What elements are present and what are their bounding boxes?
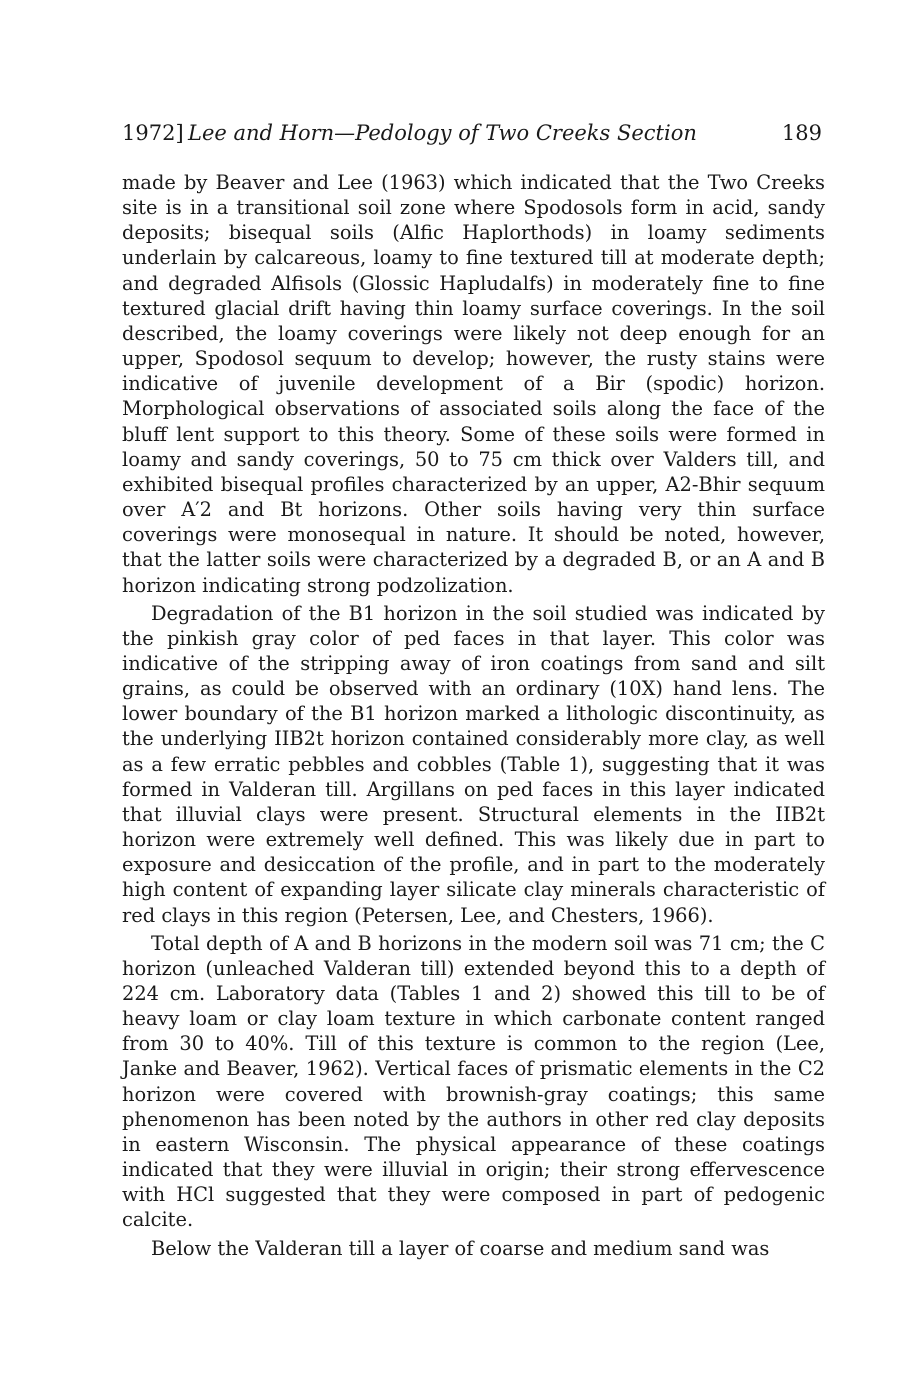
running-head-title: Lee and Horn—Pedology of Two Creeks Section [188, 121, 697, 145]
running-head [122, 118, 822, 148]
paragraph-total-depth: Total depth of A and B horizons in the modern soil was 71 cm; the C horizon (unleached Valderan till) extended beyond this to a depth of 224 cm. Laboratory data (Tables 1 and 2) showed this till to be of heavy loam or clay loam texture in which carbonate content ranged from 30 to 40%. Till of this texture is common to the region (Lee, Janke and Beaver, 1962). Vertical faces of prismatic elements in the C2 horizon were covered with brownish-gray coatings; this same phenomenon has been noted by the authors in other red clay deposits in eastern Wisconsin. The physical appearance of these coatings indicated that they were illuvial in origin; their strong effervescence with HCl suggested that they were composed in part of pedogenic calcite. [122, 931, 825, 1232]
paragraph-degradation: Degradation of the B1 horizon in the soil studied was indicated by the pinkish gray color of ped faces in that layer. This color was indicative of the stripping away of iron coatings from sand and silt grains, as could be observed with an ordinary (10X) hand lens. The lower boundary of the B1 horizon marked a lithologic discontinuity, as the underlying IIB2t horizon contained considerably more clay, as well as a few erratic pebbles and cobbles (Table 1), suggesting that it was formed in Valderan till. Argillans on ped faces in this layer indicated that illuvial clays were present. Structural elements in the IIB2t horizon were extremely well defined. This was likely due in part to exposure and desiccation of the profile, and in part to the moderately high content of expanding layer silicate clay minerals characteristic of red clays in this region (Petersen, Lee, and Chesters, 1966). [122, 601, 825, 927]
running-head-year: 1972] [122, 121, 184, 145]
paragraph-valderan-till: Below the Valderan till a layer of coarse and medium sand was [151, 1236, 770, 1260]
paragraph-continued: made by Beaver and Lee (1963) which indicated that the Two Creeks site is in a transitional soil zone where Spodosols form in acid, sandy deposits; bisequal soils (Alfic Haplorthods) in loamy sediments underlain by calcareous, loamy to fine textured till at moderate depth; and degraded Alfisols (Glossic Hapludalfs) in moderately fine to fine textured glacial drift having thin loamy surface coverings. In the soil described, the loamy coverings were likely not deep enough for an upper, Spodosol sequum to develop; however, the rusty stains were indicative of juvenile development of a Bir (spodic) horizon. Morphological observations of associated soils along the face of the bluff lent support to this theory. Some of these soils were formed in loamy and sandy coverings, 50 to 75 cm thick over Valders till, and exhibited bisequal profiles characterized by an upper, A2-Bhir sequum over A′2 and Bt horizons. Other soils having very thin surface coverings were monosequal in nature. It should be noted, however, that the latter soils were characterized by a degraded B, or an A and B horizon indicating strong podzolization. [122, 171, 825, 597]
page-number: 189 [781, 121, 822, 145]
body-text [122, 170, 825, 1261]
